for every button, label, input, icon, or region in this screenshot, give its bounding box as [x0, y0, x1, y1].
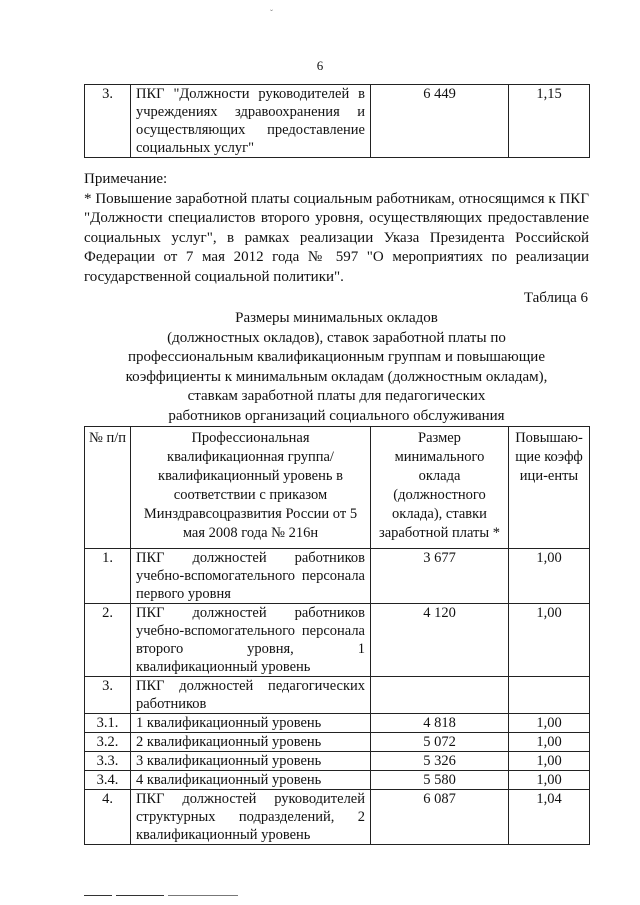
row-number: 3.1. [85, 714, 131, 733]
row-number: 3. [85, 677, 131, 714]
row-group-name: ПКГ должностей работников учебно-вспомогательного персонала первого уровня [131, 549, 371, 604]
row-salary: 6 087 [371, 790, 509, 845]
page-number: 6 [316, 58, 324, 73]
row-coefficient: 1,00 [509, 604, 590, 677]
note [84, 170, 589, 287]
row-coefficient: 1,00 [509, 714, 590, 733]
row-group-name: ПКГ должностей работников учебно-вспомогательного персонала второго уровня, 1 квалификационный уровень [131, 604, 371, 677]
footer-rule [84, 895, 112, 896]
row-salary: 4 818 [371, 714, 509, 733]
row-group-name: ПКГ должностей руководителей структурных подразделений, 2 квалификационный уровень [131, 790, 371, 845]
table-title-line: работников организаций социального обслуживания [168, 407, 505, 424]
table-label: Таблица 6 [523, 290, 588, 306]
row-number: 1. [85, 549, 131, 604]
row-number: 4. [85, 790, 131, 845]
table-title-line: (должностных окладов), ставок заработной платы по [167, 329, 506, 346]
scan-artifact-mark: ˇ [270, 8, 273, 18]
header-group: Профессиональная квалификационная группа/квалификационный уровень в соответствии с приказом Минздравсоцразвития России от 5 мая 2008 года № 216н [131, 427, 371, 549]
row-group-name: ПКГ "Должности руководителей в учреждениях здравоохранения и осуществляющих предоставление социальных услуг" [131, 85, 371, 158]
header-coefficient: Повышаю-щие коэффици-енты [509, 427, 590, 549]
row-coefficient: 1,04 [509, 790, 590, 845]
table-row [85, 85, 590, 158]
note-body: * Повышение заработной платы социальным работникам, относящимся к ПКГ "Должности специалистов второго уровня, осуществляющих предоставление социальных услуг", в рамках реализации Указа Президента Российской Федерации от 7 мая 2012 года № 597 "О мероприятиях по реализации государственной социальной политики". [84, 190, 589, 285]
row-coefficient: 1,00 [509, 752, 590, 771]
row-coefficient: 1,00 [509, 733, 590, 752]
row-number: 3.2. [85, 733, 131, 752]
row-salary: 5 326 [371, 752, 509, 771]
row-salary: 5 072 [371, 733, 509, 752]
row-salary: 5 580 [371, 771, 509, 790]
footer-rule [116, 895, 164, 896]
row-salary [371, 677, 509, 714]
row-number: 3.3. [85, 752, 131, 771]
row-coefficient: 1,00 [509, 771, 590, 790]
row-number: 2. [85, 604, 131, 677]
main-table [84, 426, 590, 845]
row-group-name: ПКГ должностей педагогических работников [131, 677, 371, 714]
row-group-name: 4 квалификационный уровень [131, 771, 371, 790]
row-number: 3.4. [85, 771, 131, 790]
table-row [85, 752, 590, 771]
row-coefficient [509, 677, 590, 714]
footer-rule [168, 895, 238, 896]
row-group-name: 2 квалификационный уровень [131, 733, 371, 752]
table-row [85, 790, 590, 845]
table-title-line: Размеры минимальных окладов [235, 310, 438, 326]
table-row [85, 733, 590, 752]
table-header-row [85, 427, 590, 549]
note-title: Примечание: [84, 171, 168, 187]
top-table [84, 84, 590, 158]
table-row [85, 677, 590, 714]
table-title-line: профессиональным квалификационным группам и повышающие [127, 349, 545, 365]
table-row [85, 771, 590, 790]
row-salary: 4 120 [371, 604, 509, 677]
table-row [85, 549, 590, 604]
header-number: № п/п [85, 427, 131, 549]
table-row [85, 604, 590, 677]
row-group-name: 3 квалификационный уровень [131, 752, 371, 771]
table-title-line: ставкам заработной платы для педагогических [187, 388, 486, 404]
table-row [85, 714, 590, 733]
row-number: 3. [85, 85, 131, 158]
table-title [84, 309, 589, 426]
table-title-line: коэффициенты к минимальным окладам (должностным окладам), [125, 368, 548, 385]
row-coefficient: 1,00 [509, 549, 590, 604]
header-salary: Размер минимального оклада (должностного оклада), ставки заработной платы * [371, 427, 509, 549]
row-salary: 3 677 [371, 549, 509, 604]
row-coefficient: 1,15 [509, 85, 590, 158]
row-group-name: 1 квалификационный уровень [131, 714, 371, 733]
row-salary: 6 449 [371, 85, 509, 158]
